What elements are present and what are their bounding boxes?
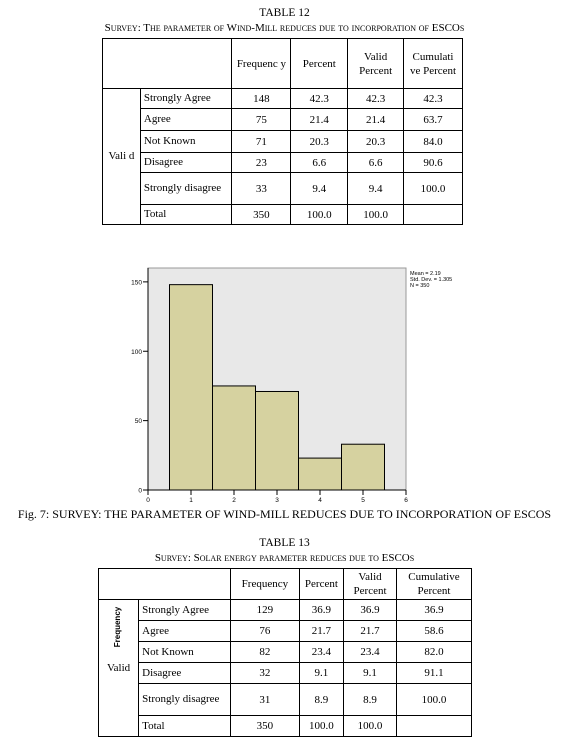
- table-row: [99, 621, 472, 642]
- cell-valid-percent: 42.3: [348, 89, 404, 109]
- cell-valid-percent: 9.4: [348, 173, 404, 205]
- cell-frequency: 33: [232, 173, 291, 205]
- cell-frequency: 129: [231, 600, 300, 621]
- table13-label: TABLE 13: [259, 537, 310, 549]
- x-tick-label: 3: [275, 497, 279, 504]
- table-row: [103, 89, 463, 109]
- cell-percent: 9.4: [291, 173, 348, 205]
- x-tick-label: 0: [146, 497, 150, 504]
- cell-percent: 23.4: [299, 642, 343, 663]
- row-label: Strongly Agree: [140, 89, 232, 109]
- y-tick-label: 50: [134, 418, 142, 426]
- y-axis-label: Frequency: [113, 606, 122, 648]
- row-label: Strongly disagree: [140, 173, 232, 205]
- cell-cumulative: 90.6: [404, 153, 463, 173]
- x-tick-label: 2: [232, 497, 236, 504]
- cell-cumulative: 100.0: [396, 684, 471, 716]
- table12: [102, 38, 463, 225]
- cell-valid-percent: 100.0: [348, 205, 404, 225]
- cell-cumulative: 36.9: [396, 600, 471, 621]
- cell-cumulative: 42.3: [404, 89, 463, 109]
- cell-frequency: 23: [232, 153, 291, 173]
- cell-cumulative: 63.7: [404, 109, 463, 131]
- x-tick-label: 6: [404, 497, 408, 504]
- row-label: Total: [140, 205, 232, 225]
- x-tick-label: 4: [318, 497, 322, 504]
- histogram-bar-1: [170, 285, 213, 490]
- table13-header-percent: Percent: [299, 569, 343, 600]
- y-tick-label: 100: [131, 348, 142, 356]
- cell-cumulative: 91.1: [396, 663, 471, 684]
- table-row: [99, 642, 472, 663]
- y-tick-label: 0: [138, 487, 142, 495]
- row-label: Disagree: [139, 663, 231, 684]
- cell-percent: 21.7: [299, 621, 343, 642]
- cell-frequency: 350: [232, 205, 291, 225]
- table-row: [103, 131, 463, 153]
- y-tick-label: 150: [131, 279, 142, 287]
- table13: [98, 568, 472, 737]
- table-row: [103, 109, 463, 131]
- cell-valid-percent: 21.7: [344, 621, 397, 642]
- cell-valid-percent: 20.3: [348, 131, 404, 153]
- table12-group-label: Vali d: [103, 89, 141, 225]
- cell-percent: 8.9: [299, 684, 343, 716]
- histogram-bar-3: [256, 391, 299, 490]
- cell-percent: 100.0: [291, 205, 348, 225]
- cell-cumulative: 100.0: [404, 173, 463, 205]
- cell-percent: 100.0: [299, 716, 343, 737]
- row-label: Not Known: [139, 642, 231, 663]
- x-tick-label: 5: [361, 497, 365, 504]
- figure7-caption: Fig. 7: SURVEY: THE PARAMETER OF WIND-MILL REDUCES DUE TO INCORPORATION OF ESCOS: [17, 507, 552, 521]
- cell-cumulative: 82.0: [396, 642, 471, 663]
- table13-header-valid-percent: Valid Percent: [344, 569, 397, 600]
- stats-line: N = 350: [410, 283, 430, 289]
- table-row: [99, 716, 472, 737]
- row-label: Not Known: [140, 131, 232, 153]
- cell-percent: 20.3: [291, 131, 348, 153]
- table13-header-frequency: Frequency: [231, 569, 300, 600]
- cell-cumulative: 58.6: [396, 621, 471, 642]
- table-row: [103, 205, 463, 225]
- cell-frequency: 148: [232, 89, 291, 109]
- cell-frequency: 31: [231, 684, 300, 716]
- stats-line: Std. Dev. = 1.305: [410, 277, 453, 283]
- cell-valid-percent: 23.4: [344, 642, 397, 663]
- cell-valid-percent: 36.9: [344, 600, 397, 621]
- table12-header-percent: Percent: [291, 39, 348, 89]
- cell-valid-percent: 9.1: [344, 663, 397, 684]
- cell-valid-percent: 100.0: [344, 716, 397, 737]
- cell-valid-percent: 21.4: [348, 109, 404, 131]
- histogram-bar-4: [299, 458, 342, 490]
- cell-cumulative: [396, 716, 471, 737]
- table-row: [99, 663, 472, 684]
- cell-valid-percent: 6.6: [348, 153, 404, 173]
- row-label: Total: [139, 716, 231, 737]
- cell-percent: 36.9: [299, 600, 343, 621]
- table13-group-label: Valid: [99, 600, 139, 737]
- row-label: Agree: [140, 109, 232, 131]
- cell-frequency: 76: [231, 621, 300, 642]
- cell-frequency: 82: [231, 642, 300, 663]
- cell-percent: 9.1: [299, 663, 343, 684]
- cell-percent: 6.6: [291, 153, 348, 173]
- cell-frequency: 71: [232, 131, 291, 153]
- cell-frequency: 75: [232, 109, 291, 131]
- row-label: Disagree: [140, 153, 232, 173]
- x-tick-label: 1: [189, 497, 193, 504]
- table13-caption: Survey: Solar energy parameter reduces due to ESCOs: [154, 552, 415, 564]
- cell-percent: 42.3: [291, 89, 348, 109]
- cell-frequency: 32: [231, 663, 300, 684]
- table-row: [99, 684, 472, 716]
- histogram-bar-5: [342, 444, 385, 490]
- cell-cumulative: 84.0: [404, 131, 463, 153]
- table-row: [103, 153, 463, 173]
- table-row: [99, 600, 472, 621]
- table13-header-cumulative: Cumulative Percent: [396, 569, 471, 600]
- cell-frequency: 350: [231, 716, 300, 737]
- table12-label: TABLE 12: [259, 7, 310, 19]
- cell-percent: 21.4: [291, 109, 348, 131]
- cell-valid-percent: 8.9: [344, 684, 397, 716]
- table12-header-valid-percent: Valid Percent: [348, 39, 404, 89]
- table12-caption: Survey: The parameter of Wind-Mill reduces due to incorporation of ESCOs: [104, 22, 465, 34]
- table-row: [103, 173, 463, 205]
- stats-line: Mean = 2.19: [410, 271, 441, 277]
- table12-header-blank: [103, 39, 232, 89]
- histogram-bar-2: [213, 386, 256, 490]
- row-label: Agree: [139, 621, 231, 642]
- table12-header-frequency: Frequenc y: [232, 39, 291, 89]
- cell-cumulative: [404, 205, 463, 225]
- table12-header-cumulative: Cumulati ve Percent: [404, 39, 463, 89]
- row-label: Strongly Agree: [139, 600, 231, 621]
- table13-header-blank: [99, 569, 231, 600]
- row-label: Strongly disagree: [139, 684, 231, 716]
